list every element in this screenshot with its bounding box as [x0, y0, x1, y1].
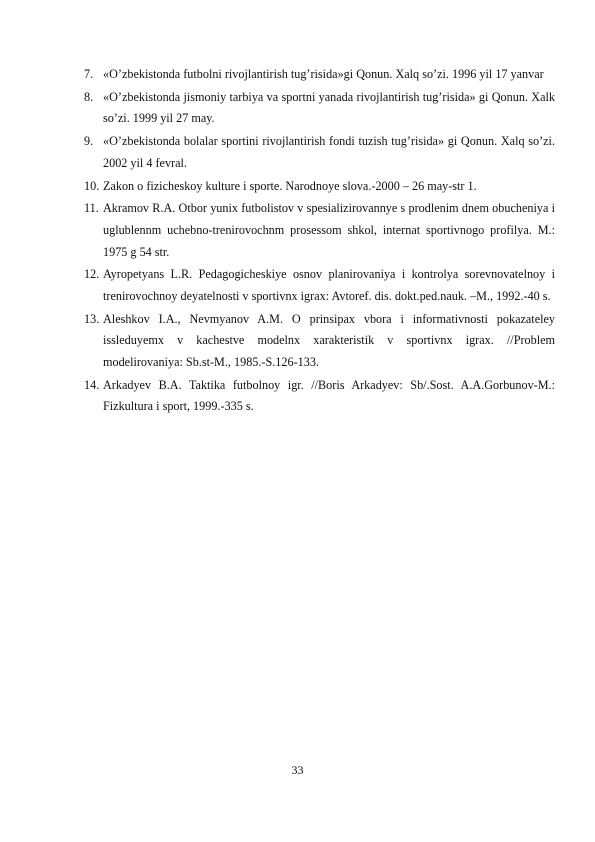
reference-number: 13.	[84, 311, 100, 326]
reference-item	[84, 131, 555, 174]
reference-item	[84, 375, 555, 418]
reference-item	[84, 309, 555, 374]
reference-text: «O’zbekistonda futbolni rivojlantirish tug’risida»gi Qonun. Xalq so’zi. 1996 yil 17 yanvar	[103, 67, 544, 81]
reference-number: 8.	[84, 89, 94, 104]
reference-number: 12.	[84, 267, 100, 282]
reference-text: «O’zbekistonda bolalar sportini rivojlantirish fondi tuzish tug’risida» gi Qonun. Xalq so’zi. 2002 yil 4 fevral.	[103, 134, 555, 170]
reference-number: 10.	[84, 178, 100, 193]
reference-number: 7.	[84, 67, 94, 81]
reference-number: 9.	[84, 134, 94, 149]
reference-item	[84, 87, 555, 130]
reference-text: «O’zbekistonda jismoniy tarbiya va sportni yanada rivojlantirish tug’risida» gi Qonun. Xalk so’zi. 1999 yil 27 may.	[103, 89, 555, 126]
reference-text: Ayropetyans L.R. Pedagogicheskiye osnov planirovaniya i kontrolya sorevnovatelnoy i trenirovochnoy deyatelnosti v sportivnx igrax: Avtoref. dis. dokt.ped.nauk. –M., 1992.-40 s.	[103, 267, 555, 303]
reference-item	[84, 198, 555, 263]
reference-item	[84, 64, 555, 86]
reference-text: Arkadyev B.A. Taktika futbolnoy igr. //Boris Arkadyev: Sb/.Sost. A.A.Gorbunov-M.: Fizkultura i sport, 1999.-335 s.	[103, 377, 555, 414]
reference-item	[84, 176, 555, 198]
reference-number: 14.	[84, 377, 100, 392]
reference-item	[84, 264, 555, 307]
page-number: 33	[291, 763, 304, 777]
reference-text: Aleshkov I.A., Nevmyanov A.M. O prinsipax vbora i informativnosti pokazateley issleduyemx v kachestve modelnx xarakteristik v sportivnx igrax. //Problem modelirovaniya: Sb.st-M., 1985.-S.126-133.	[103, 311, 555, 369]
reference-text: Zakon o fizicheskoy kulture i sporte. Narodnoye slova.-2000 – 26 may-str 1.	[103, 178, 477, 193]
reference-list	[84, 64, 555, 419]
reference-text: Akramov R.A. Otbor yunix futbolistov v spesializirovannye s prodlenim dnem obucheniya i uglublennm uchebno-trenirovochnm prosessom shkol, internat sportivnogo profilya. M.: 1975 g 54 str.	[103, 201, 555, 259]
reference-number: 11.	[84, 201, 99, 216]
